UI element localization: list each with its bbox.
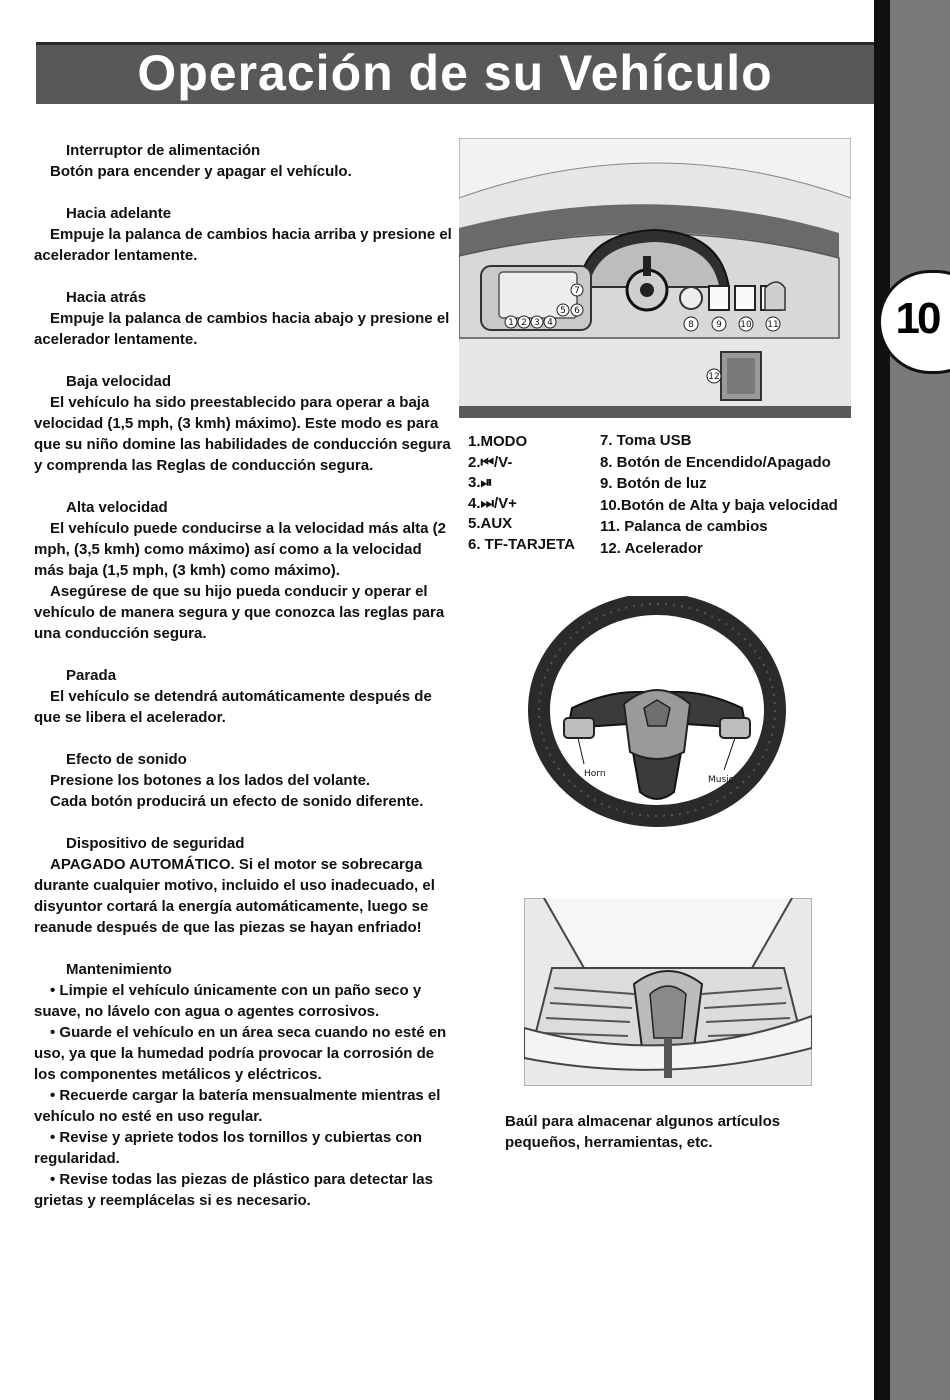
section-text: • Revise todas las piezas de plástico para detectar las grietas y reemplácelas si es necesario. xyxy=(34,1171,433,1209)
callout-7: 7 xyxy=(574,286,580,296)
section-forward xyxy=(34,203,454,266)
section-stop xyxy=(34,665,454,728)
right-edge-bar xyxy=(874,0,890,1400)
title-bar xyxy=(36,42,874,104)
section-heading: Dispositivo de seguridad xyxy=(66,835,245,852)
section-text: El vehículo se detendrá automáticamente después de que se libera el acelerador. xyxy=(34,688,432,726)
legend-right xyxy=(600,430,838,559)
legend-item: 10.Botón de Alta y baja velocidad xyxy=(600,496,838,514)
section-text: • Limpie el vehículo únicamente con un paño seco y suave, no lávelo con agua o agentes corrosivos. xyxy=(34,982,422,1020)
section-text: Empuje la palanca de cambios hacia arriba y presione el acelerador lentamente. xyxy=(34,226,452,264)
music-label: Music xyxy=(708,775,734,785)
section-reverse xyxy=(34,287,454,350)
legend-item: 9. Botón de luz xyxy=(600,475,707,492)
section-text: • Guarde el vehículo en un área seca cuando no esté en uso, ya que la humedad podría provocar la corrosión de los componentes metálicos y eléctricos. xyxy=(34,1024,447,1083)
section-text: El vehículo ha sido preestablecido para operar a baja velocidad (1,5 mph, (3 kmh) máximo). Este modo es para que su niño domine las habilidades de conducción segura y comprenda las Reglas de conducción segura. xyxy=(34,394,451,474)
legend-item: 8. Botón de Encendido/Apagado xyxy=(600,453,831,471)
section-safety-device xyxy=(34,833,454,938)
legend-item: 2.⏮/V- xyxy=(468,453,513,471)
page-number: 10 xyxy=(895,294,939,343)
section-power-switch xyxy=(34,140,454,182)
page-title: Operación de su Vehículo xyxy=(137,45,773,101)
legend-item: 4.⏭/V+ xyxy=(468,494,517,512)
callout-6: 6 xyxy=(574,306,580,316)
callout-9: 9 xyxy=(716,320,722,330)
legend-item: 11. Palanca de cambios xyxy=(600,518,768,535)
callout-2: 2 xyxy=(521,318,527,328)
callout-8: 8 xyxy=(688,320,694,330)
section-text: Asegúrese de que su hijo pueda conducir y operar el vehículo de manera segura y que conozca las reglas para una conducción segura. xyxy=(34,583,445,642)
steering-wheel-illustration xyxy=(528,596,786,836)
section-text: Presione los botones a los lados del volante. xyxy=(50,772,371,789)
section-heading: Hacia adelante xyxy=(66,205,172,222)
callout-12: 12 xyxy=(708,372,720,382)
dashboard-illustration xyxy=(459,138,851,418)
callout-3: 3 xyxy=(534,318,540,328)
trunk-caption: Baúl para almacenar algunos artículos pequeños, herramientas, etc. xyxy=(505,1113,781,1151)
callout-4: 4 xyxy=(547,318,553,328)
legend-item: 12. Acelerador xyxy=(600,539,703,557)
section-high-speed xyxy=(34,497,454,644)
legend-item: 1.MODO xyxy=(468,433,528,450)
section-text: Cada botón producirá un efecto de sonido diferente. xyxy=(50,793,424,810)
section-sound-effect xyxy=(34,749,454,812)
section-text: Empuje la palanca de cambios hacia abajo y presione el acelerador lentamente. xyxy=(34,310,450,348)
section-text: El vehículo puede conducirse a la velocidad más alta (2 mph, (3,5 kmh) como máximo) así como a la velocidad más baja (1,5 mph, (3 kmh) como máximo). xyxy=(34,520,446,579)
instructions-column xyxy=(34,140,454,1232)
section-text: Botón para encender y apagar el vehículo. xyxy=(50,163,352,180)
legend-item: 5.AUX xyxy=(468,515,513,532)
legend-item: 3.⏯ xyxy=(468,474,493,491)
trunk-illustration xyxy=(524,898,812,1086)
section-heading: Mantenimiento xyxy=(66,961,172,978)
legend-item: 6. TF-TARJETA xyxy=(468,535,575,553)
legend-left xyxy=(468,432,575,555)
callout-10: 10 xyxy=(740,320,752,330)
callout-5: 5 xyxy=(560,306,566,316)
section-text: APAGADO AUTOMÁTICO. Si el motor se sobrecarga durante cualquier motivo, incluido el uso inadecuado, el disyuntor cortará la energía automáticamente, luego se reanude después de que las piezas se hayan enfriado! xyxy=(34,856,435,936)
section-heading: Interruptor de alimentación xyxy=(66,142,261,159)
section-text: • Recuerde cargar la batería mensualmente mientras el vehículo no esté en uso regular. xyxy=(34,1087,441,1125)
section-text: • Revise y apriete todos los tornillos y cubiertas con regularidad. xyxy=(34,1129,423,1167)
section-low-speed xyxy=(34,371,454,476)
horn-label: Horn xyxy=(584,769,606,779)
section-heading: Efecto de sonido xyxy=(66,751,187,768)
section-heading: Alta velocidad xyxy=(66,499,168,516)
callout-11: 11 xyxy=(767,320,779,330)
legend-item: 7. Toma USB xyxy=(600,432,692,449)
section-heading: Parada xyxy=(66,667,117,684)
right-margin-band xyxy=(890,0,950,1400)
section-heading: Baja velocidad xyxy=(66,373,172,390)
section-heading: Hacia atrás xyxy=(66,289,147,306)
callout-1: 1 xyxy=(508,318,514,328)
section-maintenance xyxy=(34,959,454,1211)
